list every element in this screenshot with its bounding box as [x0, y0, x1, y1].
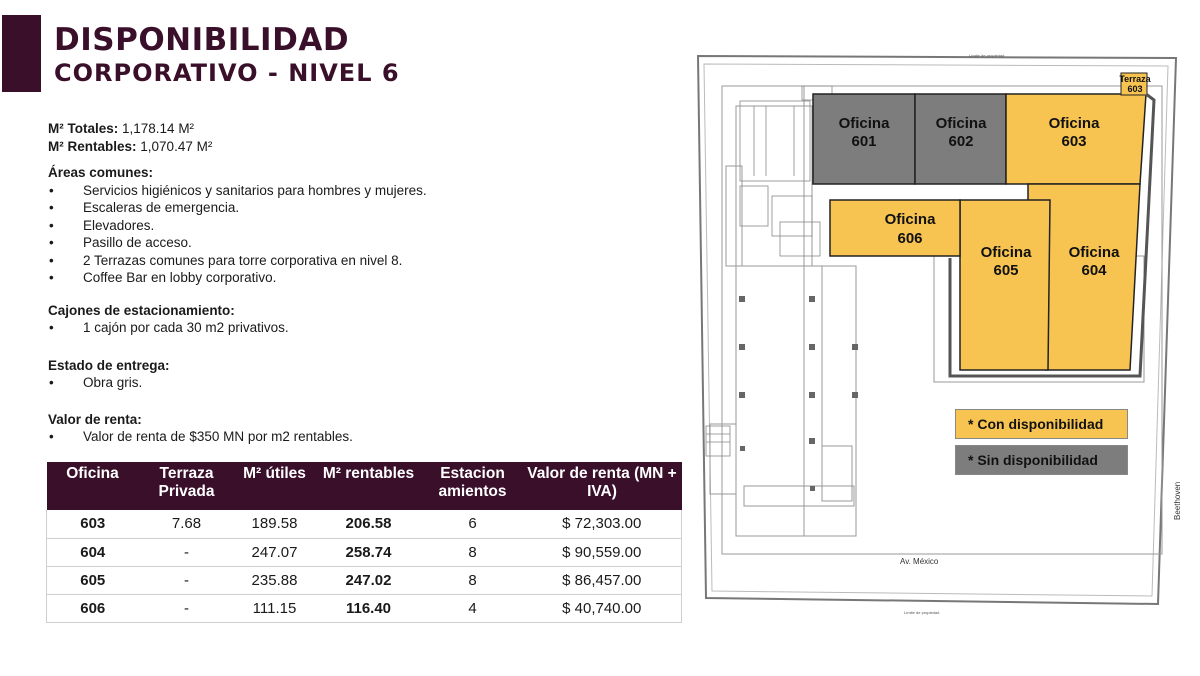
- office-602-number: 602: [948, 133, 974, 150]
- boundary-label-top: Límite de propiedad: [969, 53, 1005, 58]
- legend-unavailable: * Sin disponibilidad: [955, 445, 1128, 475]
- list-item: • Servicios higiénicos y sanitarios para hombres y mujeres.: [49, 182, 427, 198]
- terrace-number: 603: [1127, 84, 1143, 94]
- list-item: • Elevadores.: [49, 217, 155, 233]
- legend-available: * Con disponibilidad: [955, 409, 1128, 439]
- boundary-label-bottom: Límite de propiedad: [904, 610, 940, 615]
- list-item: • Obra gris.: [49, 375, 143, 390]
- total-area: M² Totales: 1,178.14 M²: [48, 121, 195, 136]
- table-row: 605 - 235.88 247.02 8 $ 86,457.00: [47, 566, 682, 594]
- info-panel: [48, 120, 668, 446]
- floor-plan-drawing: [684, 46, 1196, 615]
- rent-table: [46, 462, 682, 623]
- rent-list: [48, 428, 668, 446]
- street-beethoven: Beethoven: [1173, 481, 1182, 520]
- col-header-oficina: Oficina: [47, 462, 139, 510]
- table-header-row: [47, 462, 682, 510]
- col-header-rentables: M² rentables: [315, 462, 423, 510]
- col-header-utiles: M² útiles: [235, 462, 315, 510]
- office-605-label: Oficina: [980, 244, 1032, 261]
- page-title: DISPONIBILIDAD: [54, 22, 350, 58]
- office-603-label: Oficina: [1048, 115, 1100, 132]
- office-602-label: Oficina: [935, 115, 987, 132]
- common-areas-list: [48, 182, 668, 287]
- office-603-number: 603: [1061, 133, 1087, 150]
- office-606-label: Oficina: [884, 211, 936, 228]
- page-subtitle: CORPORATIVO - NIVEL 6: [54, 59, 400, 87]
- list-item: • Valor de renta de $350 MN por m2 rentables.: [49, 429, 353, 444]
- list-item: • Pasillo de acceso.: [49, 235, 192, 250]
- list-item: • Escaleras de emergencia.: [49, 200, 240, 215]
- table-row: 606 - 111.15 116.40 4 $ 40,740.00: [47, 594, 682, 622]
- accent-bar: [2, 15, 41, 92]
- col-header-estacionamientos: Estacion amientos: [423, 462, 523, 510]
- list-item: • 1 cajón por cada 30 m2 privativos.: [49, 320, 289, 335]
- list-item: • Coffee Bar en lobby corporativo.: [49, 270, 277, 285]
- structural-columns: [739, 296, 858, 491]
- delivery-list: [48, 374, 668, 392]
- parking-list: [48, 319, 668, 337]
- office-606-number: 606: [897, 230, 923, 247]
- rent-heading: Valor de renta:: [48, 411, 142, 427]
- delivery-heading: Estado de entrega:: [48, 357, 170, 373]
- office-601-label: Oficina: [838, 115, 890, 132]
- office-604-label: Oficina: [1068, 244, 1120, 261]
- office-606: [830, 200, 960, 256]
- street-av-mexico: Av. México: [900, 557, 939, 566]
- office-604-number: 604: [1081, 262, 1107, 279]
- floor-plan: [684, 46, 1196, 615]
- office-605-number: 605: [993, 262, 1019, 279]
- list-item: • 2 Terrazas comunes para torre corporativa en nivel 8.: [49, 252, 403, 268]
- rentable-area: M² Rentables: 1,070.47 M²: [48, 138, 213, 154]
- office-601-number: 601: [851, 133, 877, 150]
- col-header-valor: Valor de renta (MN + IVA): [523, 462, 682, 510]
- terrace-label: Terraza: [1119, 74, 1151, 84]
- office-605: [960, 200, 1050, 370]
- table-row: 603 7.68 189.58 206.58 6 $ 72,303.00: [47, 510, 682, 538]
- common-areas-heading: Áreas comunes:: [48, 165, 154, 180]
- parking-heading: Cajones de estacionamiento:: [48, 302, 235, 318]
- col-header-terraza: Terraza Privada: [139, 462, 235, 510]
- table-row: 604 - 247.07 258.74 8 $ 90,559.00: [47, 538, 682, 566]
